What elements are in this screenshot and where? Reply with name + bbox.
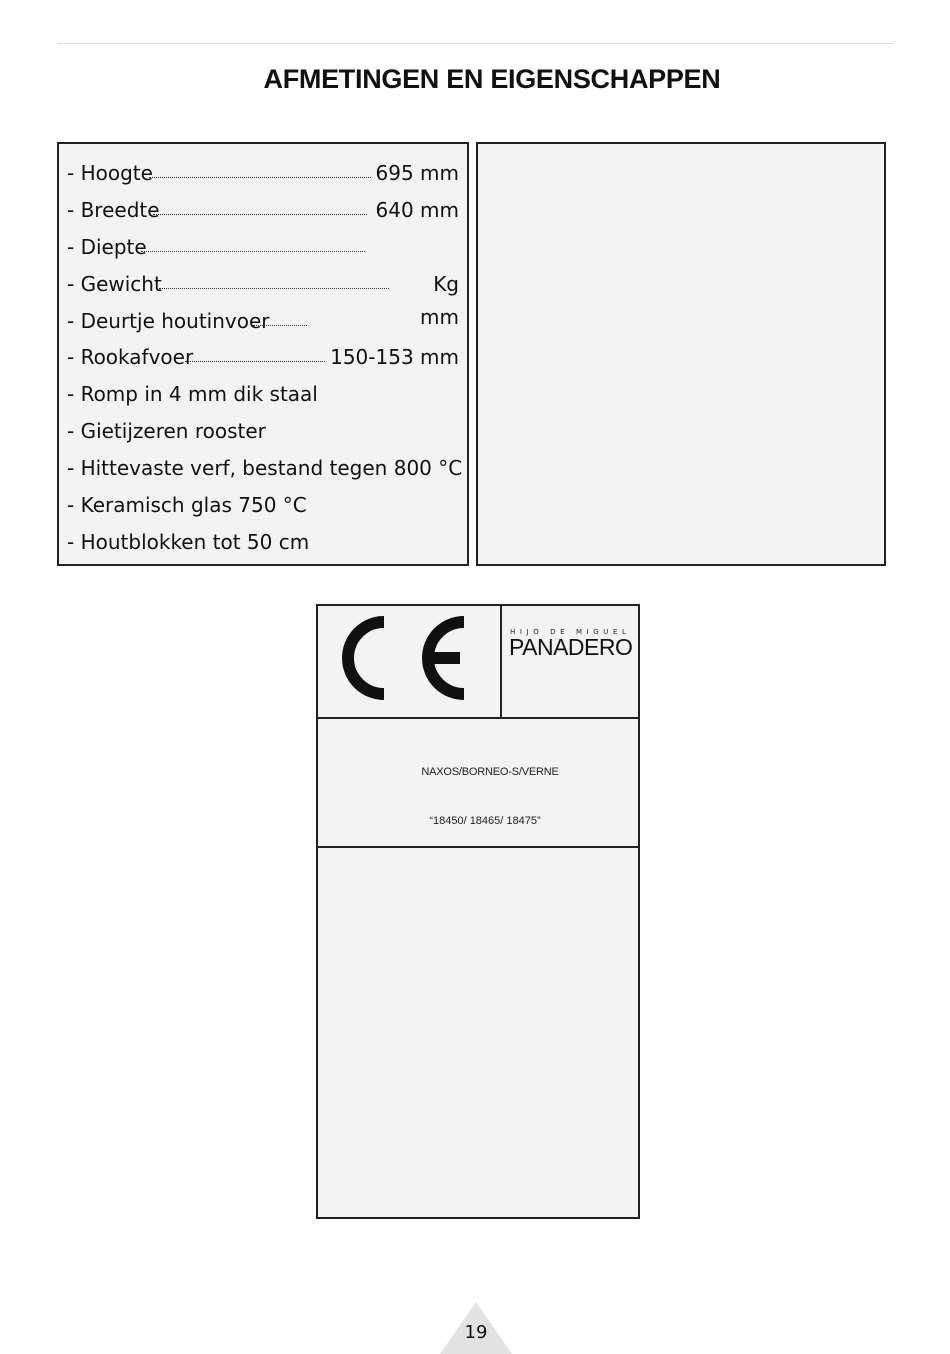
spec-row-height (67, 158, 459, 188)
brand-name: PANADERO (509, 634, 633, 660)
ce-rating-plate (316, 604, 640, 1219)
spec-label: - Houtblokken tot 50 cm (67, 530, 310, 554)
spec-row-weight (67, 269, 459, 299)
specifications-box (57, 142, 469, 566)
dot-leader (253, 325, 307, 326)
spec-value: 150-153 mm (330, 345, 459, 369)
page-number: 19 (464, 1322, 488, 1343)
top-rule (57, 43, 894, 44)
spec-value: 695 mm (375, 161, 459, 185)
page-number-badge (440, 1302, 512, 1354)
spec-row-flue (67, 342, 459, 372)
dot-leader (141, 251, 365, 252)
dot-leader (185, 361, 325, 362)
spec-label: - Gietijzeren rooster (67, 419, 266, 443)
page-title: AFMETINGEN EN EIGENSCHAPPEN (263, 64, 721, 94)
plate-divider (318, 717, 638, 719)
plate-divider-vertical (500, 606, 502, 717)
spec-label: - Rookafvoer (67, 345, 194, 369)
brand-subtitle: HIJO DE MIGUEL (510, 628, 631, 636)
spec-row-door (67, 306, 459, 336)
spec-label: - Gewicht (67, 272, 162, 296)
dot-leader (159, 288, 389, 289)
spec-row-paint (67, 453, 463, 483)
spec-label: - Romp in 4 mm dik staal (67, 382, 318, 406)
dot-leader (149, 177, 371, 178)
spec-label: - Hoogte (67, 161, 153, 185)
spec-label: - Diepte (67, 235, 147, 259)
spec-row-grate (67, 416, 459, 446)
dot-leader (153, 214, 367, 215)
spec-label: - Deurtje houtinvoer (67, 309, 270, 333)
spec-row-logs (67, 527, 459, 557)
ce-mark-icon (342, 614, 472, 702)
spec-label: - Hittevaste verf, bestand tegen 800 °C (67, 456, 463, 480)
spec-label: - Keramisch glas 750 °C (67, 493, 307, 517)
spec-row-width (67, 195, 459, 225)
plate-divider (318, 846, 638, 848)
model-codes: “18450/ 18465/ 18475” (429, 815, 541, 827)
spec-value: 640 mm (375, 198, 459, 222)
spec-value: mm (420, 305, 459, 329)
spec-row-body (67, 379, 459, 409)
spec-value: Kg (433, 272, 459, 296)
model-name: NAXOS/BORNEO-S/VERNE (421, 766, 559, 778)
spec-label: - Breedte (67, 198, 160, 222)
spec-row-depth (67, 232, 459, 262)
product-image-placeholder (476, 142, 886, 566)
spec-row-glass (67, 490, 459, 520)
